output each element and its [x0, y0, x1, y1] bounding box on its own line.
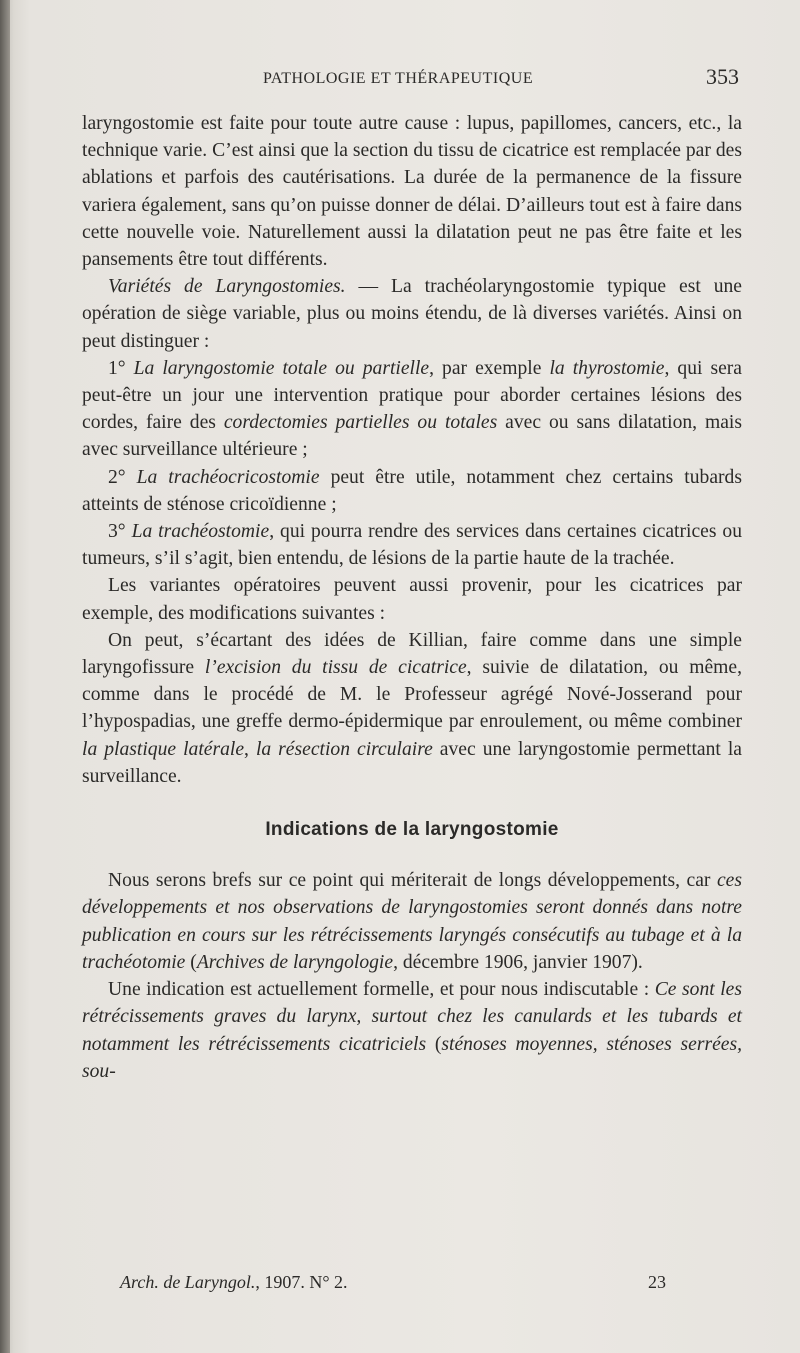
italic-segment: Ce sont les rétrécissements graves du larynx, surtout chez les canulards et les tubards et notamment les rétrécissements cicatriciels: [82, 979, 742, 1055]
varietes-title: Variétés de Laryngostomies.: [108, 276, 346, 298]
text-segment: ,: [244, 738, 256, 760]
list-item-1: [82, 355, 742, 464]
text-segment: Une indication est actuellement formelle, et pour nous indiscutable :: [108, 979, 655, 1001]
paragraph-varietes: [82, 273, 742, 355]
term-cordectomies: cordectomies partielles ou totales: [223, 412, 498, 434]
term-laryngostomie-totale: La laryngostomie totale ou partielle: [133, 357, 430, 379]
signature-number: 23: [648, 1272, 666, 1292]
text-segment: , suivie de dilatation, ou même, comme dans le procédé de M. le Professeur agrégé Nové-Josserand pour l’hypospadias, une greffe dermo-épidermique par enroulement, ou même combiner: [82, 657, 742, 733]
body-text: [82, 110, 742, 1085]
page-header: [0, 60, 800, 96]
footer-issue: , 1907. N° 2.: [255, 1272, 348, 1292]
page-number: 353: [706, 64, 739, 89]
term-thyrostomie: la thyrostomie: [549, 357, 665, 379]
list-item-3: [82, 518, 742, 572]
book-spine-shadow: [0, 0, 10, 1353]
text-segment: Nous serons brefs sur ce point qui mériterait de longs développements, car: [108, 870, 717, 892]
footer-reference: [120, 1272, 348, 1293]
text-segment: avec une laryngostomie permettant la surveillance.: [82, 738, 743, 787]
footer-journal: Arch. de Laryngol.: [120, 1272, 256, 1292]
journal-reference: Archives de laryngologie: [196, 951, 394, 973]
paragraph-variantes: Les variantes opératoires peuvent aussi provenir, pour les cicatrices par exemple, des modifications suivantes :: [82, 575, 742, 624]
text-segment: , par exemple: [429, 357, 550, 379]
text-segment: , qui sera peut-être un jour une intervention pratique pour aborder certaines lésions des cordes, faire des: [82, 357, 743, 434]
text-segment: (: [185, 951, 197, 973]
paragraph-continuation: laryngostomie est faite pour toute autre cause : lupus, papillomes, cancers, etc., la technique varie. C’est ainsi que la section du tissu de cicatrice est remplacée par des ablations et parfois des cautérisations. La durée de la permanence de la fissure variera également, sans qu’on puisse donner de délai. D’ailleurs tout est à faire dans cette nouvelle voie. Naturellement aussi la dilatation peut ne pas être faite et les pansements être tout différents.: [82, 113, 742, 271]
list-number: 2°: [108, 466, 137, 488]
paragraph-indications: [82, 867, 742, 976]
varietes-text: — La trachéolaryngostomie typique est une opération de siège variable, plus ou moins étendu, de là diverses variétés. Ainsi on peut distinguer :: [82, 276, 742, 352]
running-title: PATHOLOGIE ET THÉRAPEUTIQUE: [263, 70, 534, 87]
text-segment: peut être utile, notamment chez certains tubards atteints de sténose cricoïdienne ;: [82, 466, 742, 515]
term-resection-circulaire: la résection circulaire: [255, 738, 433, 760]
text-segment: (: [426, 1033, 442, 1055]
page-footer: [120, 1272, 680, 1300]
paragraph-killian: [82, 627, 742, 790]
list-number: 1°: [108, 357, 134, 379]
term-tracheostomie: La trachéostomie: [131, 521, 270, 543]
paragraph-indication-formelle: [82, 976, 742, 1085]
section-heading: Indications de la laryngostomie: [265, 819, 559, 841]
text-segment: On peut, s’écartant des idées de Killian, faire comme dans une simple laryngofissure: [82, 629, 742, 679]
list-number: 3°: [108, 521, 132, 543]
term-excision: l’excision du tissu de cicatrice: [204, 657, 467, 679]
term-plastique-laterale: la plastique latérale: [82, 738, 245, 760]
list-item-2: [82, 464, 742, 518]
text-segment: , qui pourra rendre des services dans certaines cicatrices ou tumeurs, s’il s’agit, bien entendu, de lésions de la partie haute de la trachée.: [82, 521, 742, 570]
italic-segment: ces développements et nos observations de laryngostomies seront donnés dans notre publication en cours sur les rétrécissements laryngés consécutifs au tubage et à la trachéotomie: [82, 870, 742, 973]
text-segment: , décembre 1906, janvier 1907).: [393, 951, 643, 973]
text-segment: avec ou sans dilatation, mais avec surveillance ultérieure ;: [82, 412, 742, 461]
italic-segment: sténoses moyennes, sténoses serrées, sou-: [82, 1033, 742, 1082]
term-tracheocricostomie: La trachéocricostomie: [136, 466, 320, 488]
